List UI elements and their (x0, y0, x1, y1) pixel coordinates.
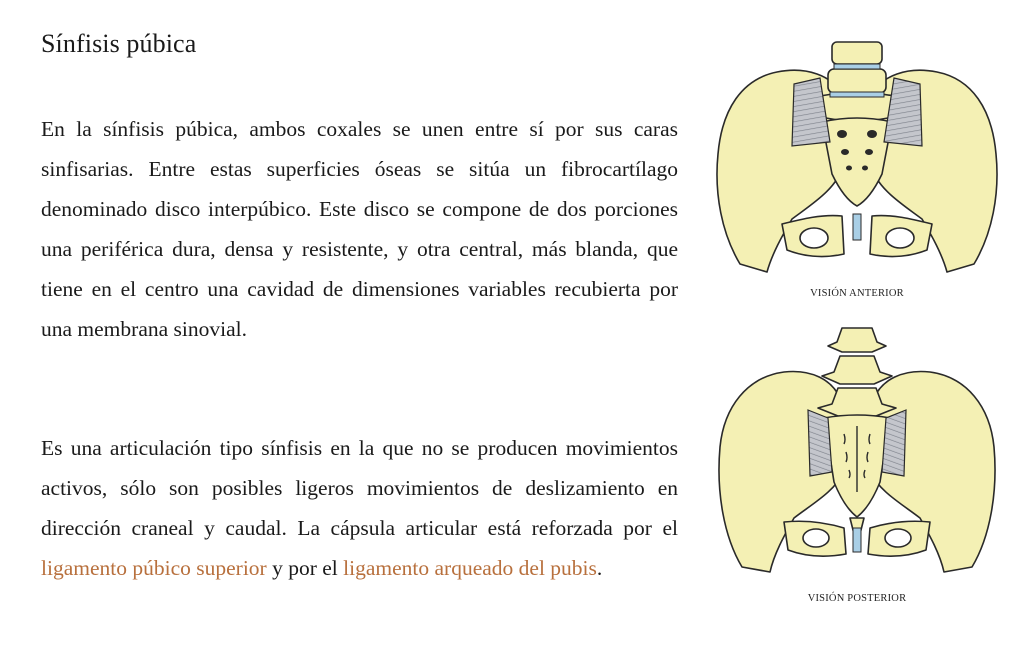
page-title: Sínfisis púbica (41, 29, 197, 58)
link-ligamento-pubico-superior[interactable]: ligamento púbico superior (41, 556, 267, 580)
paragraph-text: . (596, 556, 603, 580)
caption-vision-posterior: VISIÓN POSTERIOR (807, 593, 907, 604)
paragraph-text: Es una articulación tipo sínfisis en la que no se producen movimientos activos, sólo son posibles ligeros movimientos de deslizamiento en dirección craneal y caudal. La cápsula articular está reforzada por el (41, 436, 678, 540)
pelvis-posterior-illustration (712, 322, 1002, 584)
paragraph-function (41, 428, 678, 588)
paragraph-text: y por el (266, 556, 344, 580)
paragraph-description: En la sínfisis púbica, ambos coxales se unen entre sí por sus caras sinfisarias. Entre estas superficies óseas se sitúa un fibrocartílago denominado disco interpúbico. Este disco se compone de dos porciones una periférica dura, densa y resistente, y otra central, más blanda, que tiene en el centro una cavidad de dimensiones variables recubierta por una membrana sinovial. (41, 117, 678, 341)
caption-vision-anterior: VISIÓN ANTERIOR (810, 288, 904, 299)
pelvis-anterior-illustration (712, 14, 1002, 278)
link-ligamento-arqueado-pubis[interactable]: ligamento arqueado del pubis (343, 556, 597, 580)
